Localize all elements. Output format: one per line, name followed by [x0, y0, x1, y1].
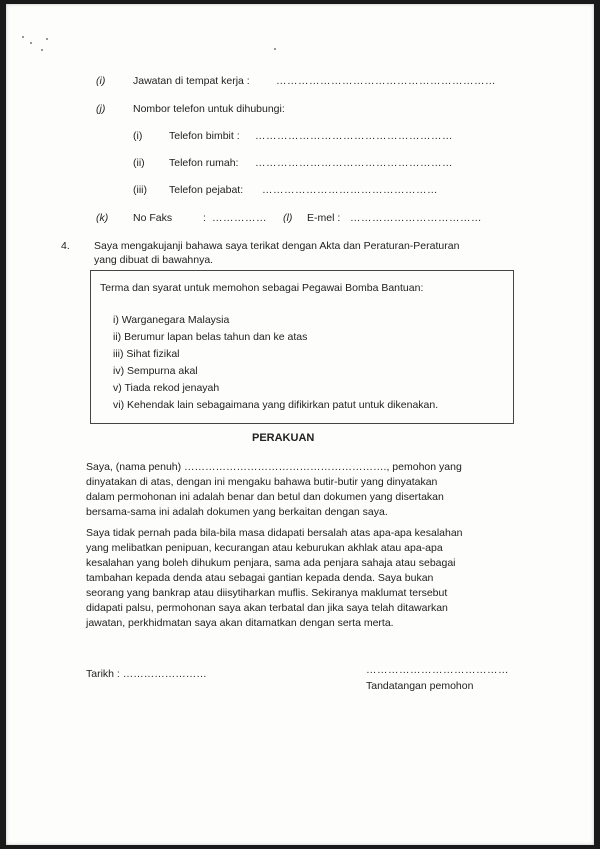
- jawatan-field[interactable]: ……………………………………………………: [276, 75, 496, 87]
- terms-item: ii) Berumur lapan belas tahun dan ke atas: [113, 331, 308, 343]
- paragraph-line: tambahan kepada denda atau sebagai gantian kepada denda. Saya bukan: [86, 572, 434, 584]
- paragraph-line: jawatan, perkhidmatan saya akan ditamatkan dengan serta merta.: [86, 617, 394, 629]
- scan-speck: [22, 36, 24, 38]
- terms-item: i) Warganegara Malaysia: [113, 314, 230, 326]
- terms-item: vi) Kehendak lain sebagaimana yang difikirkan patut untuk dikenakan.: [113, 399, 439, 411]
- paragraph-line: bersama-sama ini adalah dokumen yang berkaitan dengan saya.: [86, 506, 388, 518]
- scan-speck: [46, 38, 48, 40]
- pejabat-label: Telefon pejabat:: [169, 184, 244, 196]
- bimbit-field[interactable]: ………………………………………………: [255, 130, 453, 142]
- terms-title: Terma dan syarat untuk memohon sebagai Pegawai Bomba Bantuan:: [100, 282, 424, 294]
- section4-line1: Saya mengakujanji bahawa saya terikat dengan Akta dan Peraturan-Peraturan: [94, 240, 460, 252]
- perakuan-heading: PERAKUAN: [252, 432, 315, 444]
- faks-separator: :: [203, 212, 206, 224]
- paragraph-line: dalam permohonan ini adalah benar dan betul dan dokumen yang disertakan: [86, 491, 444, 503]
- paragraph-line: seorang yang bankrap atau diisytiharkan muflis. Sekiranya maklumat tersebut: [86, 587, 448, 599]
- scan-speck: [274, 48, 276, 50]
- faks-marker: (k): [96, 212, 109, 224]
- section4-line2: yang dibuat di bawahnya.: [94, 254, 214, 266]
- nombor-label: Nombor telefon untuk dihubungi:: [133, 103, 285, 115]
- terms-item: v) Tiada rekod jenayah: [113, 382, 220, 394]
- pejabat-marker: (iii): [133, 184, 147, 196]
- faks-label: No Faks: [133, 212, 173, 224]
- paragraph-line: Saya tidak pernah pada bila-bila masa didapati bersalah atas apa-apa kesalahan: [86, 527, 463, 539]
- tarikh-field[interactable]: Tarikh : ……………………: [86, 668, 207, 680]
- bimbit-marker: (i): [133, 130, 143, 142]
- bimbit-label: Telefon bimbit :: [169, 130, 240, 142]
- declaration-paragraph-1: [86, 460, 462, 520]
- paragraph-line: dinyatakan di atas, dengan ini mengaku bahawa butir-butir yang dinyatakan: [86, 476, 438, 488]
- nombor-marker: (j): [96, 103, 106, 115]
- signature-line[interactable]: …………………………………: [366, 664, 509, 676]
- rumah-label: Telefon rumah:: [169, 157, 239, 169]
- pejabat-field[interactable]: …………………………………………: [262, 184, 438, 196]
- scan-speck: [41, 49, 43, 51]
- signature-label: Tandatangan pemohon: [366, 680, 474, 692]
- paragraph-line: didapati palsu, permohonan saya akan terbatal dan jika saya telah ditawarkan: [86, 602, 448, 614]
- email-field[interactable]: ………………………………: [350, 212, 482, 224]
- form-page: [6, 4, 594, 845]
- scan-speck: [30, 42, 32, 44]
- paragraph-line: Saya, (nama penuh) …………………………………………………., pemohon yang: [86, 461, 462, 473]
- terms-item: iii) Sihat fizikal: [113, 348, 180, 360]
- email-marker: (l): [283, 212, 293, 224]
- rumah-marker: (ii): [133, 157, 145, 169]
- section4-number: 4.: [61, 240, 70, 252]
- paragraph-line: kesalahan yang boleh dihukum penjara, sama ada penjara sahaja atau sebagai: [86, 557, 456, 569]
- rumah-field[interactable]: ………………………………………………: [255, 157, 453, 169]
- paragraph-line: yang melibatkan penipuan, kecurangan atau keburukan akhlak atau apa-apa: [86, 542, 443, 554]
- jawatan-marker: (i): [96, 75, 106, 87]
- faks-field[interactable]: ……………: [212, 212, 267, 224]
- email-label: E-mel :: [307, 212, 341, 224]
- terms-item: iv) Sempurna akal: [113, 365, 198, 377]
- jawatan-label: Jawatan di tempat kerja :: [133, 75, 250, 87]
- declaration-paragraph-2: [86, 526, 463, 631]
